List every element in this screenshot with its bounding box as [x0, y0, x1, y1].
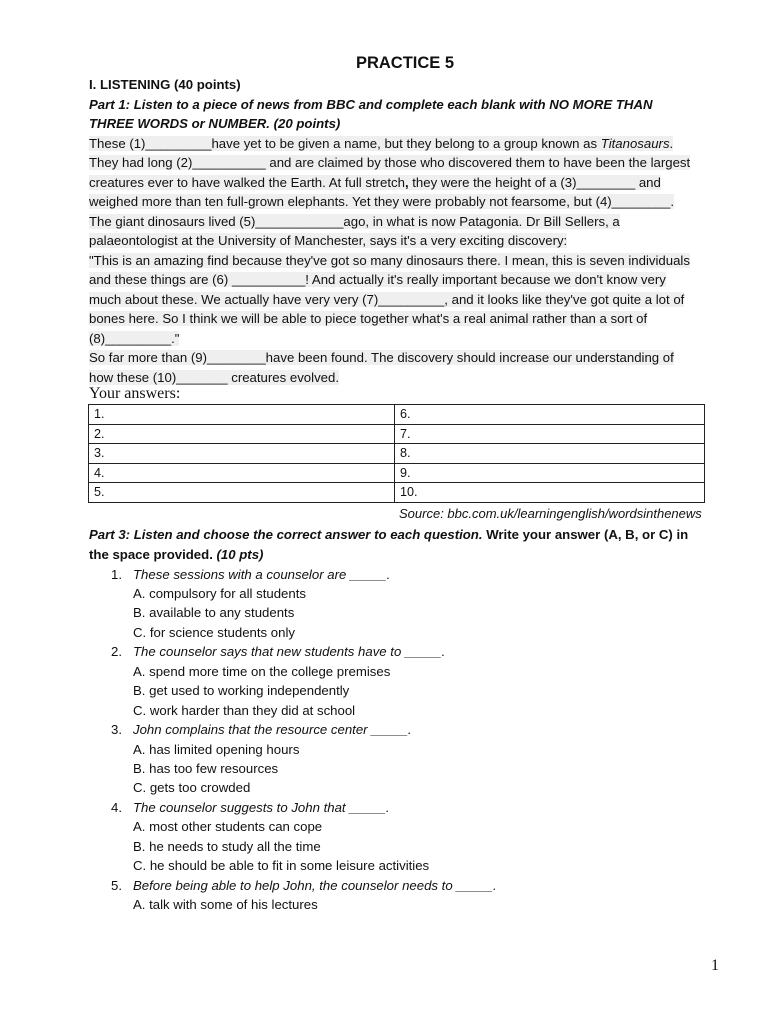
- option-item: B. he needs to study all the time: [133, 839, 321, 854]
- question-3: [111, 720, 412, 740]
- passage-text: "This is an amazing find because they've got so many dinosaurs there. I mean, this is seven individuals: [89, 253, 690, 268]
- passage-italic-term: Titanosaurs: [600, 136, 670, 151]
- answer-table: [88, 404, 705, 503]
- passage-line-5: [89, 212, 620, 232]
- question-4: [111, 798, 390, 818]
- passage-line-12: [89, 348, 674, 368]
- page-title: PRACTICE 5: [355, 54, 455, 72]
- option-item: C. work harder than they did at school: [133, 703, 356, 718]
- question-number: 4.: [111, 800, 122, 815]
- part3-instruction-text: Write your answer (A, B, or C) in: [482, 527, 689, 542]
- answer-cell[interactable]: 6.: [395, 405, 705, 425]
- answer-cell[interactable]: 4.: [89, 463, 395, 483]
- question-text: The counselor says that new students have to _____.: [133, 644, 446, 659]
- question-text: These sessions with a counselor are _____.: [133, 567, 391, 582]
- passage-line-6: [89, 231, 567, 251]
- question-text: Before being able to help John, the counselor needs to _____.: [133, 878, 497, 893]
- passage-text: bones here. So I think we will be able to piece together what's a real animal rather than a sort of: [89, 311, 648, 326]
- answer-cell[interactable]: 2.: [89, 424, 395, 444]
- part3-instruction-line2: [89, 545, 263, 565]
- answer-cell[interactable]: 7.: [395, 424, 705, 444]
- part1-instruction-line2: THREE WORDS or NUMBER. (20 points): [89, 116, 341, 131]
- passage-text: they were the height of a (3)________ and: [408, 175, 661, 190]
- option-item: B. get used to working independently: [133, 683, 350, 698]
- option-item: A. talk with some of his lectures: [133, 897, 318, 912]
- table-row: [89, 483, 705, 503]
- answer-cell[interactable]: 3.: [89, 444, 395, 464]
- passage-text: So far more than (9)________have been found. The discovery should increase our understanding of: [89, 350, 674, 365]
- option-item: C. he should be able to fit in some leisure activities: [133, 858, 430, 873]
- passage-line-9: [89, 290, 684, 310]
- option-item: C. gets too crowded: [133, 780, 251, 795]
- table-row: [89, 444, 705, 464]
- question-1: [111, 565, 390, 585]
- part3-instruction-text: (10 pts): [212, 547, 264, 562]
- question-2: [111, 642, 445, 662]
- table-row: [89, 463, 705, 483]
- passage-text: (8)_________.": [89, 331, 180, 346]
- question-number: 3.: [111, 722, 122, 737]
- passage-line-8: [89, 270, 666, 290]
- option-item: A. has limited opening hours: [133, 742, 300, 757]
- passage-line-3: [89, 173, 661, 193]
- part3-instruction-text: Part 3: Listen and choose the correct answer to each question.: [89, 527, 483, 542]
- passage-line-2: [89, 153, 690, 173]
- option-item: A. compulsory for all students: [133, 586, 306, 601]
- passage-text: how these (10)_______ creatures evolved.: [89, 370, 339, 385]
- question-number: 2.: [111, 644, 122, 659]
- option-item: A. spend more time on the college premises: [133, 664, 391, 679]
- answer-cell[interactable]: 8.: [395, 444, 705, 464]
- question-number: 5.: [111, 878, 122, 893]
- passage-text: The giant dinosaurs lived (5)____________ago, in what is now Patagonia. Dr Bill Sellers, a: [89, 214, 620, 229]
- source-citation: Source: bbc.com.uk/learningenglish/wordsinthenews: [399, 506, 702, 521]
- answer-cell[interactable]: 5.: [89, 483, 395, 503]
- passage-line-7: [89, 251, 690, 271]
- question-text: John complains that the resource center _____.: [133, 722, 412, 737]
- question-number: 1.: [111, 567, 122, 582]
- answer-cell[interactable]: 10.: [395, 483, 705, 503]
- passage-text: These (1)_________have yet to be given a name, but they belong to a group known as: [89, 136, 601, 151]
- part3-instruction-line1: [89, 525, 688, 545]
- passage-line-10: [89, 309, 647, 329]
- section-heading: I. LISTENING (40 points): [89, 77, 241, 92]
- option-item: A. most other students can cope: [133, 819, 323, 834]
- table-row: [89, 424, 705, 444]
- question-5: [111, 876, 497, 896]
- answer-cell[interactable]: 9.: [395, 463, 705, 483]
- table-row: [89, 405, 705, 425]
- option-item: B. available to any students: [133, 605, 295, 620]
- part3-instruction-text: the space provided.: [89, 547, 213, 562]
- your-answers-label: Your answers:: [89, 385, 181, 402]
- passage-text: creatures ever to have walked the Earth. At full stretch: [89, 175, 405, 190]
- passage-text: and these things are (6) __________! And actually it's really important because we don't know very: [89, 272, 666, 287]
- question-text: The counselor suggests to John that _____.: [133, 800, 390, 815]
- option-item: B. has too few resources: [133, 761, 279, 776]
- passage-text: much about these. We actually have very very (7)_________, and it looks like they've got quite a lot of: [89, 292, 685, 307]
- passage-text: ,: [404, 175, 409, 190]
- passage-text: weighed more than ten full-grown elephants. Yet they were probably not fearsome, but (4)________.: [89, 194, 675, 209]
- passage-text: They had long (2)__________ and are claimed by those who discovered them to have been the largest: [89, 155, 691, 170]
- answer-cell[interactable]: 1.: [89, 405, 395, 425]
- passage-line-11: [89, 329, 179, 349]
- page-number: 1: [711, 957, 719, 974]
- passage-line-4: [89, 192, 674, 212]
- option-item: C. for science students only: [133, 625, 295, 640]
- passage-text: palaeontologist at the University of Manchester, says it's a very exciting discovery:: [89, 233, 568, 248]
- part1-instruction-line1: Part 1: Listen to a piece of news from BBC and complete each blank with NO MORE THAN: [89, 97, 653, 112]
- passage-line-1: [89, 134, 673, 154]
- passage-text: .: [669, 136, 674, 151]
